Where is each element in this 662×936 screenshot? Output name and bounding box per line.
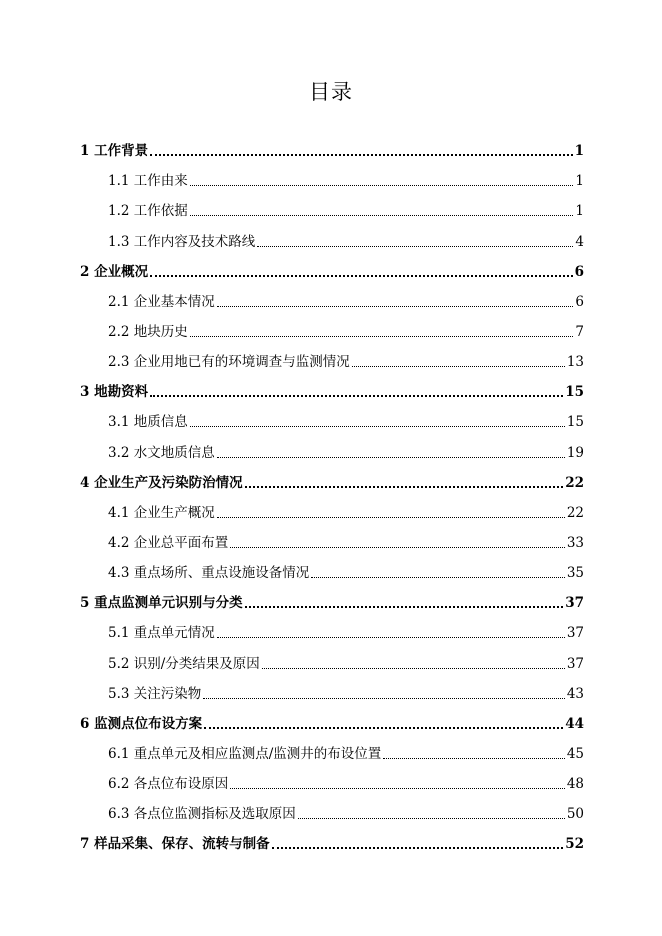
toc-entry-label: 1.2 工作依据 bbox=[108, 203, 188, 220]
toc-page-number: 7 bbox=[575, 323, 584, 340]
toc-page-number: 52 bbox=[565, 836, 584, 853]
toc-dot-leader bbox=[298, 818, 565, 819]
toc-dot-leader bbox=[257, 246, 573, 247]
toc-dot-leader bbox=[190, 426, 565, 427]
toc-page-number: 50 bbox=[566, 806, 584, 823]
toc-dot-leader bbox=[217, 637, 565, 638]
toc-page-number: 15 bbox=[565, 384, 584, 401]
toc-dot-leader bbox=[272, 847, 564, 849]
toc-dot-leader bbox=[383, 758, 565, 759]
toc-page-number: 22 bbox=[566, 504, 584, 521]
toc-entry-label: 6.2 各点位布设原因 bbox=[108, 776, 229, 793]
toc-section-entry[interactable] bbox=[80, 196, 584, 226]
toc-section-entry[interactable] bbox=[80, 558, 584, 588]
toc-entry-label: 6.1 重点单元及相应监测点/监测井的布设位置 bbox=[108, 745, 382, 762]
toc-page-number: 43 bbox=[566, 685, 584, 702]
toc-page-number: 1 bbox=[575, 173, 584, 190]
toc-entry-label: 4.3 重点场所、重点设施设备情况 bbox=[108, 565, 310, 582]
toc-section-entry[interactable] bbox=[80, 648, 584, 678]
toc-dot-leader bbox=[230, 547, 565, 548]
toc-entry-label: 2.1 企业基本情况 bbox=[108, 293, 215, 310]
toc-dot-leader bbox=[217, 517, 565, 518]
toc-dot-leader bbox=[217, 306, 574, 307]
toc-entry-label: 2.3 企业用地已有的环境调查与监测情况 bbox=[108, 354, 350, 371]
toc-page-number: 37 bbox=[565, 595, 584, 612]
toc-entry-label: 5 重点监测单元识别与分类 bbox=[80, 595, 243, 612]
toc-page-number: 15 bbox=[566, 414, 584, 431]
toc-dot-leader bbox=[150, 275, 573, 277]
toc-entry-label: 4.2 企业总平面布置 bbox=[108, 534, 229, 551]
toc-section-entry[interactable] bbox=[80, 679, 584, 709]
toc-dot-leader bbox=[203, 698, 565, 699]
toc-entry-label: 1 工作背景 bbox=[80, 143, 149, 160]
toc-section-entry[interactable] bbox=[80, 287, 584, 317]
toc-chapter-entry[interactable] bbox=[80, 257, 584, 287]
toc-page-number: 48 bbox=[566, 776, 584, 793]
toc-entry-label: 1.1 工作由来 bbox=[108, 173, 188, 190]
toc-dot-leader bbox=[311, 577, 565, 578]
toc-page-number: 33 bbox=[566, 534, 584, 551]
toc-section-entry[interactable] bbox=[80, 317, 584, 347]
toc-entry-label: 4.1 企业生产概况 bbox=[108, 504, 215, 521]
toc-section-entry[interactable] bbox=[80, 166, 584, 196]
toc-page-number: 19 bbox=[566, 444, 584, 461]
toc-page-number: 44 bbox=[565, 715, 584, 732]
toc-dot-leader bbox=[262, 668, 565, 669]
toc-chapter-entry[interactable] bbox=[80, 709, 584, 739]
toc-chapter-entry[interactable] bbox=[80, 829, 584, 859]
toc-page-number: 37 bbox=[566, 625, 584, 642]
toc-section-entry[interactable] bbox=[80, 437, 584, 467]
toc-section-entry[interactable] bbox=[80, 498, 584, 528]
toc-page-number: 37 bbox=[566, 655, 584, 672]
toc-dot-leader bbox=[230, 788, 565, 789]
toc-entry-label: 3.2 水文地质信息 bbox=[108, 444, 215, 461]
toc-entry-label: 7 样品采集、保存、流转与制备 bbox=[80, 836, 270, 853]
toc-dot-leader bbox=[245, 606, 564, 608]
toc-chapter-entry[interactable] bbox=[80, 588, 584, 618]
toc-entry-label: 1.3 工作内容及技术路线 bbox=[108, 233, 256, 250]
toc-page-number: 6 bbox=[575, 293, 584, 310]
toc-entry-label: 5.1 重点单元情况 bbox=[108, 625, 215, 642]
toc-dot-leader bbox=[150, 154, 573, 156]
toc-page-number: 35 bbox=[566, 565, 584, 582]
toc-entry-label: 3 地勘资料 bbox=[80, 384, 149, 401]
toc-entry-label: 5.2 识别/分类结果及原因 bbox=[108, 655, 260, 672]
toc-page-number: 1 bbox=[575, 203, 584, 220]
toc-page-number: 4 bbox=[575, 233, 584, 250]
toc-entry-label: 3.1 地质信息 bbox=[108, 414, 188, 431]
table-of-contents bbox=[80, 136, 584, 859]
toc-section-entry[interactable] bbox=[80, 347, 584, 377]
toc-dot-leader bbox=[150, 395, 563, 397]
toc-entry-label: 2.2 地块历史 bbox=[108, 323, 188, 340]
toc-section-entry[interactable] bbox=[80, 407, 584, 437]
toc-section-entry[interactable] bbox=[80, 799, 584, 829]
toc-section-entry[interactable] bbox=[80, 226, 584, 256]
toc-page-number: 13 bbox=[566, 354, 584, 371]
toc-dot-leader bbox=[352, 366, 565, 367]
toc-page-number: 45 bbox=[566, 745, 584, 762]
toc-chapter-entry[interactable] bbox=[80, 377, 584, 407]
toc-section-entry[interactable] bbox=[80, 618, 584, 648]
toc-dot-leader bbox=[204, 727, 563, 729]
toc-page-number: 1 bbox=[574, 143, 584, 160]
toc-section-entry[interactable] bbox=[80, 769, 584, 799]
toc-entry-label: 5.3 关注污染物 bbox=[108, 685, 202, 702]
toc-dot-leader bbox=[217, 457, 565, 458]
toc-chapter-entry[interactable] bbox=[80, 468, 584, 498]
toc-entry-label: 6 监测点位布设方案 bbox=[80, 715, 203, 732]
toc-dot-leader bbox=[190, 336, 574, 337]
page-title: 目录 bbox=[309, 80, 353, 104]
toc-page-number: 6 bbox=[574, 263, 584, 280]
toc-section-entry[interactable] bbox=[80, 528, 584, 558]
toc-section-entry[interactable] bbox=[80, 739, 584, 769]
toc-entry-label: 2 企业概况 bbox=[80, 263, 149, 280]
toc-entry-label: 4 企业生产及污染防治情况 bbox=[80, 474, 243, 491]
toc-dot-leader bbox=[190, 215, 574, 216]
toc-page-number: 22 bbox=[565, 474, 584, 491]
toc-chapter-entry[interactable] bbox=[80, 136, 584, 166]
toc-dot-leader bbox=[245, 486, 564, 488]
toc-dot-leader bbox=[190, 185, 574, 186]
toc-entry-label: 6.3 各点位监测指标及选取原因 bbox=[108, 806, 296, 823]
